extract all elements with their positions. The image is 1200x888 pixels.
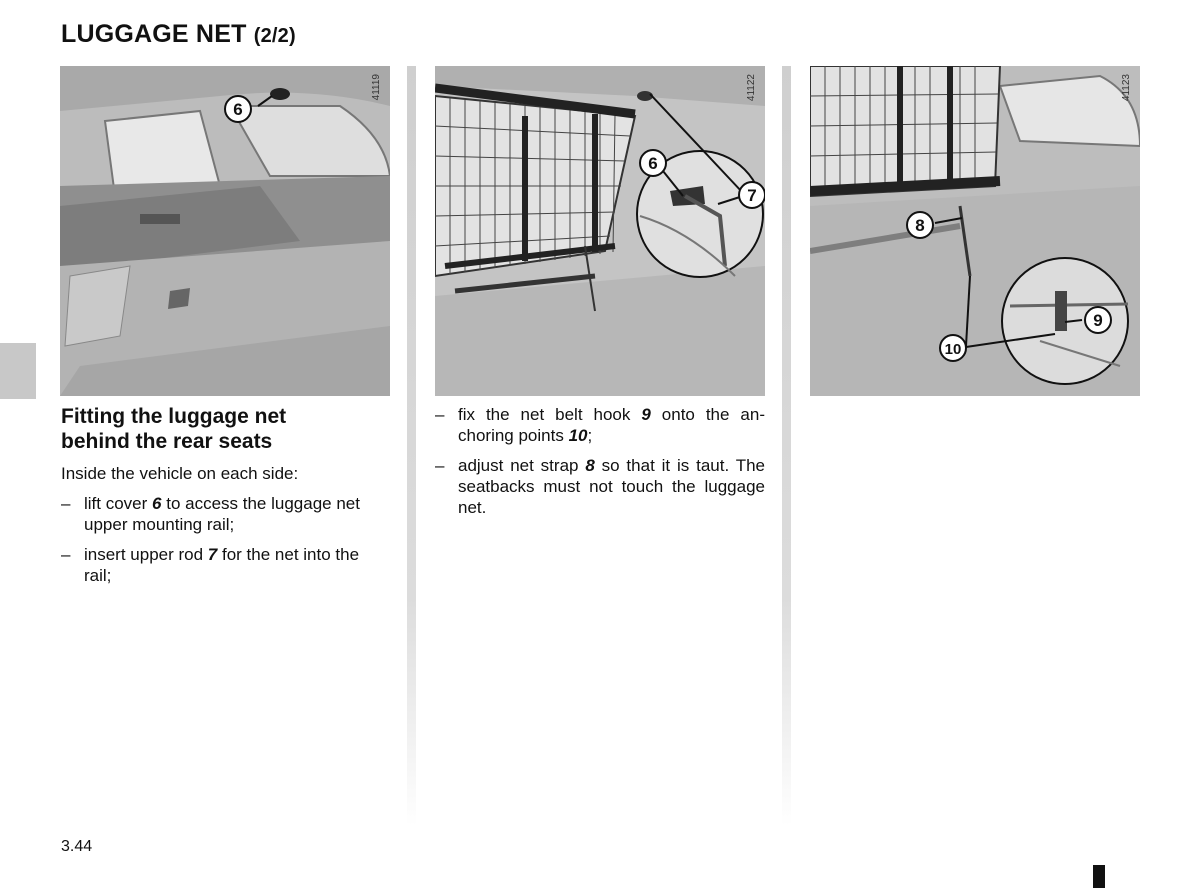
callout-label: 8 bbox=[915, 216, 925, 235]
figure-illustration bbox=[60, 66, 390, 396]
column-2-text bbox=[435, 404, 765, 527]
reference-number: 10 bbox=[568, 426, 588, 445]
page-corner-mark bbox=[1093, 865, 1105, 888]
instruction-text: adjust net strap bbox=[458, 456, 586, 475]
reference-number: 7 bbox=[207, 545, 218, 564]
page-title bbox=[61, 20, 296, 49]
instruction-text: ; bbox=[587, 426, 593, 445]
instruction-text: onto the an-choring points bbox=[458, 405, 766, 445]
instruction-item bbox=[61, 493, 391, 535]
figure-illustration bbox=[435, 66, 765, 396]
figure-illustration bbox=[810, 66, 1140, 396]
figure-upper-rod bbox=[435, 66, 765, 396]
chapter-tab-marker bbox=[0, 343, 36, 399]
callout-label: 7 bbox=[747, 186, 757, 205]
reference-number: 6 bbox=[152, 494, 162, 513]
column-divider bbox=[782, 66, 791, 826]
intro-paragraph: Inside the vehicle on each side: bbox=[61, 464, 299, 483]
instruction-text: insert upper rod bbox=[84, 545, 208, 564]
callout-label: 9 bbox=[1093, 311, 1103, 330]
column-divider bbox=[407, 66, 416, 826]
bullet-dash: – bbox=[435, 456, 445, 475]
callout-label: 6 bbox=[233, 100, 243, 119]
section-heading-line: behind the rear seats bbox=[61, 430, 273, 453]
callout-label: 10 bbox=[944, 341, 962, 358]
page-number: 3.44 bbox=[61, 838, 93, 855]
figure-cover-location bbox=[60, 66, 390, 396]
section-heading-line: Fitting the luggage net bbox=[61, 405, 287, 428]
column-1-text bbox=[61, 404, 391, 595]
reference-number: 9 bbox=[641, 405, 651, 424]
instruction-text: so that it is taut. The seatbacks must not touch the luggage net. bbox=[458, 456, 765, 517]
reference-number: 8 bbox=[585, 456, 595, 475]
instruction-text: lift cover bbox=[84, 494, 153, 513]
figure-code: 41122 bbox=[746, 74, 757, 102]
figure-anchoring-points bbox=[810, 66, 1140, 396]
instruction-text: fix the net belt hook bbox=[458, 405, 642, 424]
callout-label: 6 bbox=[648, 154, 658, 173]
figure-code: 41119 bbox=[371, 74, 382, 101]
instruction-item bbox=[435, 455, 765, 518]
page-title-suffix: (2/2) bbox=[253, 25, 296, 47]
section-heading bbox=[61, 404, 391, 454]
instruction-item bbox=[61, 544, 391, 586]
bullet-dash: – bbox=[435, 405, 445, 424]
page-title-text: LUGGAGE NET bbox=[61, 20, 247, 48]
figure-code: 41123 bbox=[1121, 74, 1132, 102]
bullet-dash: – bbox=[61, 494, 71, 513]
instruction-item bbox=[435, 404, 765, 446]
instruction-text: to access the luggage net upper mounting rail; bbox=[84, 494, 360, 534]
bullet-dash: – bbox=[61, 545, 71, 564]
instruction-text: for the net into the rail; bbox=[84, 545, 360, 585]
